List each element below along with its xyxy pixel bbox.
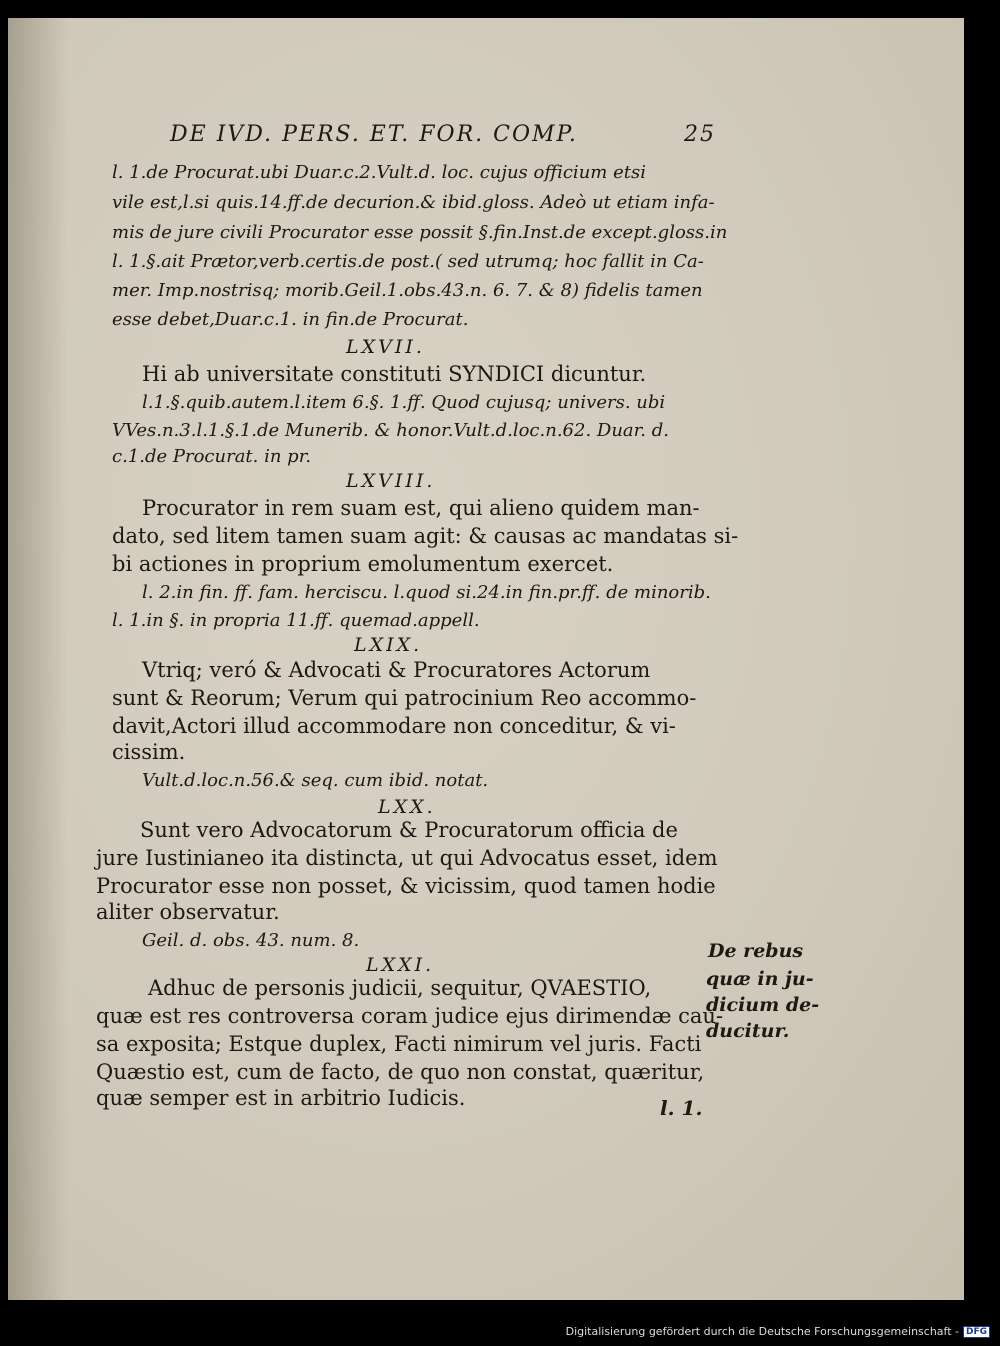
body-line: bi actiones in proprium emolumentum exercet. [112,552,614,576]
note-line: l. 1.§.ait Prætor,verb.certis.de post.( sed utrumq; hoc fallit in Ca- [112,251,704,272]
body-line: quæ semper est in arbitrio Iudicis. [96,1086,466,1110]
body-line: jure Iustinianeo ita distincta, ut qui Advocatus esset, idem [96,846,718,870]
book-page [8,18,964,1300]
body-line: cissim. [112,740,186,764]
body-line: Procurator in rem suam est, qui alieno quidem man- [142,496,700,520]
section-numeral: LXXI. [366,954,435,976]
note-line: Vult.d.loc.n.56.& seq. cum ibid. notat. [142,770,489,791]
section-numeral: LXX. [378,796,436,818]
running-header: DE IVD. PERS. ET. FOR. COMP. [170,122,578,147]
body-line: sa exposita; Estque duplex, Facti nimirum vel juris. Facti [96,1032,702,1056]
note-line: vile est,l.si quis.14.ff.de decurion.& ibid.gloss. Adeò ut etiam infa- [112,192,715,213]
note-line: VVes.n.3.l.1.§.1.de Munerib. & honor.Vult.d.loc.n.62. Duar. d. [112,420,669,441]
body-line: Vtriq; veró & Advocati & Procuratores Actorum [142,658,651,682]
dfg-logo: DFG [963,1326,990,1338]
note-line: l. 1.de Procurat.ubi Duar.c.2.Vult.d. loc. cujus officium etsi [112,162,646,183]
margin-note-line: ducitur. [706,1020,790,1042]
section-numeral: LXIX. [354,634,423,656]
margin-note-line: dicium de- [706,994,820,1016]
body-line: davit,Actori illud accommodare non conceditur, & vi- [112,714,676,738]
section-numeral: LXVIII. [346,470,436,492]
body-line: aliter observatur. [96,900,280,924]
page-number: 25 [684,122,716,147]
catchword: l. 1. [660,1096,703,1120]
body-line: Sunt vero Advocatorum & Procuratorum officia de [140,818,678,842]
body-line: Procurator esse non posset, & vicissim, quod tamen hodie [96,874,716,898]
note-line: Geil. d. obs. 43. num. 8. [142,930,360,951]
note-line: l. 1.in §. in propria 11.ff. quemad.appell. [112,610,480,631]
body-line: sunt & Reorum; Verum qui patrocinium Reo accommo- [112,686,697,710]
note-line: l. 2.in fin. ff. fam. herciscu. l.quod si.24.in fin.pr.ff. de minorib. [142,582,711,603]
footer-credit [566,1325,990,1338]
note-line: mer. Imp.nostrisq; morib.Geil.1.obs.43.n. 6. 7. & 8) fidelis tamen [112,280,703,301]
page-gutter-shadow [8,18,68,1300]
note-line: c.1.de Procurat. in pr. [112,446,312,467]
margin-note-line: De rebus [708,940,804,962]
note-line: mis de jure civili Procurator esse possit §.fin.Inst.de except.gloss.in [112,222,728,243]
body-line: Adhuc de personis judicii, sequitur, QVAESTIO, [148,976,652,1000]
note-line: l.1.§.quib.autem.l.item 6.§. 1.ff. Quod cujusq; univers. ubi [142,392,666,413]
footer-text: Digitalisierung gefördert durch die Deutsche Forschungsgemeinschaft - [565,1325,959,1338]
body-line: quæ est res controversa coram judice ejus dirimendæ cau- [96,1004,724,1028]
margin-note-line: quæ in ju- [706,968,814,990]
note-line: esse debet,Duar.c.1. in fin.de Procurat. [112,309,469,330]
body-line: Hi ab universitate constituti SYNDICI dicuntur. [142,362,647,386]
section-numeral: LXVII. [346,336,425,358]
body-line: dato, sed litem tamen suam agit: & causas ac mandatas si- [112,524,739,548]
body-line: Quæstio est, cum de facto, de quo non constat, quæritur, [96,1060,705,1084]
